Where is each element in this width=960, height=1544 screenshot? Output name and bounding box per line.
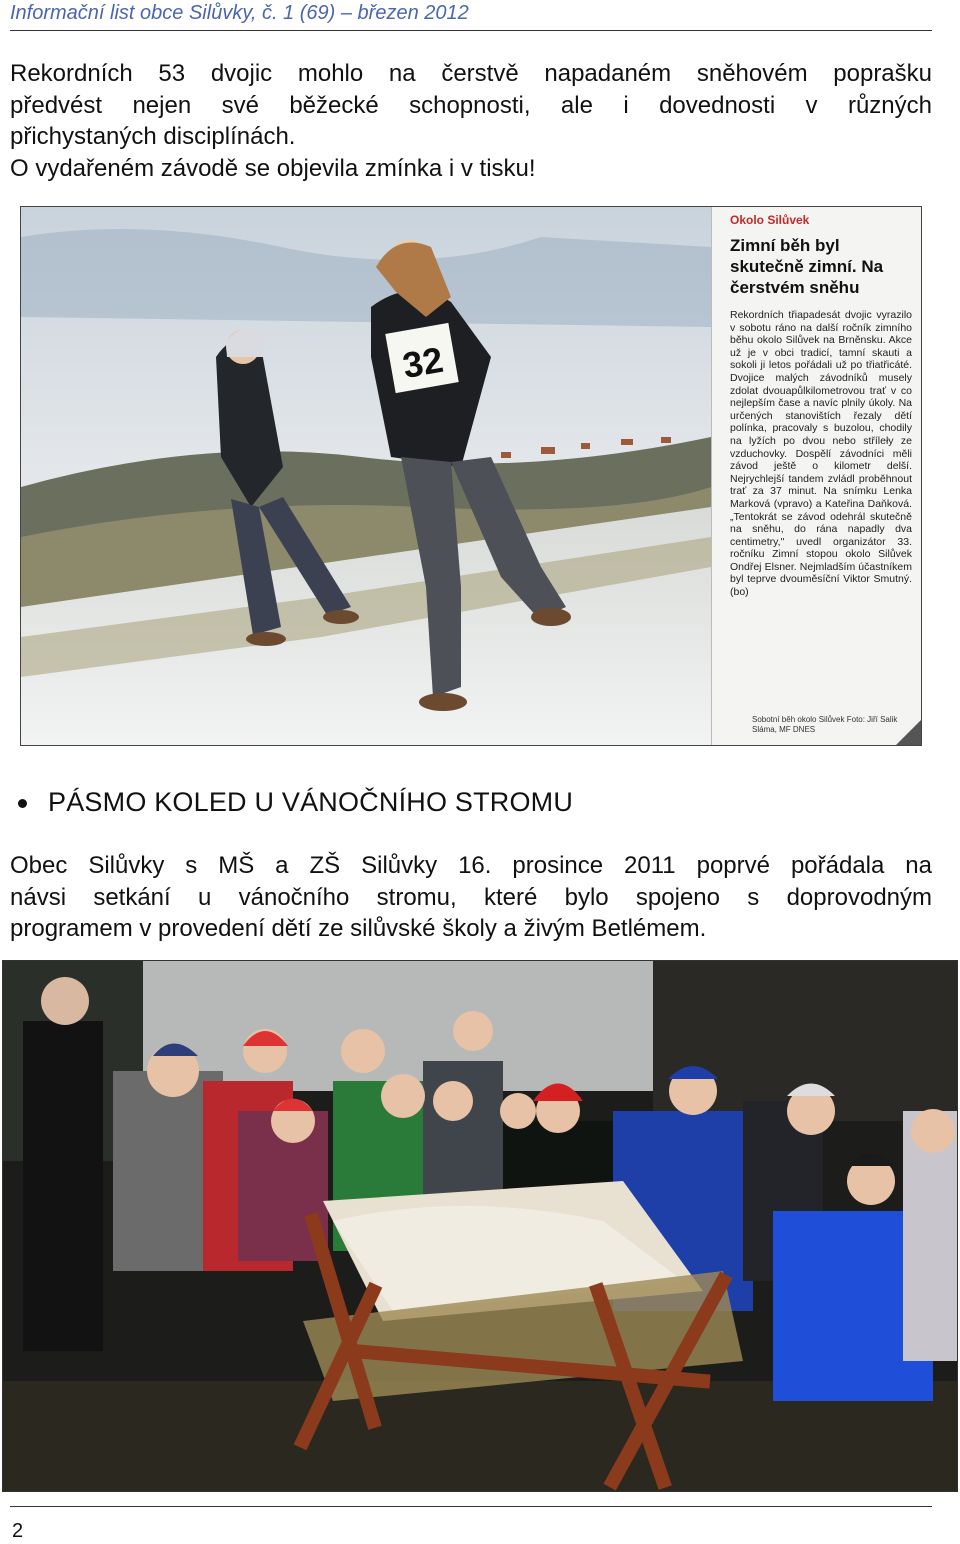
footer-divider: [10, 1506, 932, 1507]
page-number: 2: [12, 1520, 24, 1542]
page-curl-corner: [896, 719, 922, 745]
newspaper-clipping: [20, 206, 922, 746]
bullet-icon: [18, 799, 27, 808]
runners-photo: [21, 207, 711, 745]
section-line: návsi setkání u vánočního stromu, které bylo spojeno s doprovodným: [10, 883, 932, 911]
intro-paragraph: [10, 58, 932, 184]
intro-line: přichystaných disciplínách.: [10, 123, 296, 150]
intro-line: předvést nejen své běžecké schopnosti, ale i dovednosti v různých: [10, 91, 932, 119]
article-section-label: Okolo Silůvek: [730, 213, 810, 227]
page-header: [10, 0, 932, 31]
section-line: Obec Silůvky s MŠ a ZŠ Silůvky 16. prosince 2011 poprvé pořádala na: [10, 852, 932, 879]
photo-credit: Sobotní běh okolo Silůvek Foto: Jiří Salik Sláma, MF DNES: [752, 715, 898, 734]
race-bib-number: 32: [399, 338, 447, 387]
section-paragraph: [10, 850, 932, 945]
section-line: programem v provedení dětí ze silůvské školy a živým Betlémem.: [10, 915, 707, 942]
newspaper-article: [711, 207, 922, 745]
intro-line: Rekordních 53 dvojic mohlo na čerstvě napadaném sněhovém poprašku: [10, 60, 932, 87]
intro-line: O vydařeném závodě se objevila zmínka i v tisku!: [10, 154, 536, 182]
section-heading: PÁSMO KOLED U VÁNOČNÍHO STROMU: [48, 787, 574, 817]
children-nativity-image: [3, 961, 957, 1491]
article-headline: Zimní běh byl skutečně zimní. Na čerstvém sněhu: [730, 236, 884, 297]
nativity-photo: [2, 960, 958, 1492]
header-title: Informační list obce Silůvky, č. 1 (69) – březen 2012: [10, 2, 469, 24]
article-body: Rekordních třiapadesát dvojic vyrazilo v sobotu ráno na další ročník zimního běhu okolo Silůvek na Brněnsku. Akce už je v obci tradicí, tamní skauti a sokoli ji letos pořádali už po třiatřicáté. Dvojice malých závodníků musely zdolat dvouapůlkilometrovou trať v co nejlepším čase a navíc plnily úkoly. Na určených stanovištích řezaly dětí polínka, pracovaly s buzolou, chodily na lyžích po dvou nebo stříleły ze vzduchovky. Dospělí závodníci měli závod ještě o kilometr delší. Nejrychlejší tandem zvládl proběhnout trať za 37 minut. Na snímku Lenka Marková (vpravo) a Kateřina Daňková. „Tentokrát se závod odehrál skutečně na sněhu, do rána napadly dva centimetry," uvedl organizátor 33. ročníku Zimní stopou okolo Silůvek Ondřej Elsner. Nejmladším účastníkem byl teprve dvouměsíční Viktor Smutný. (bo): [730, 309, 912, 599]
